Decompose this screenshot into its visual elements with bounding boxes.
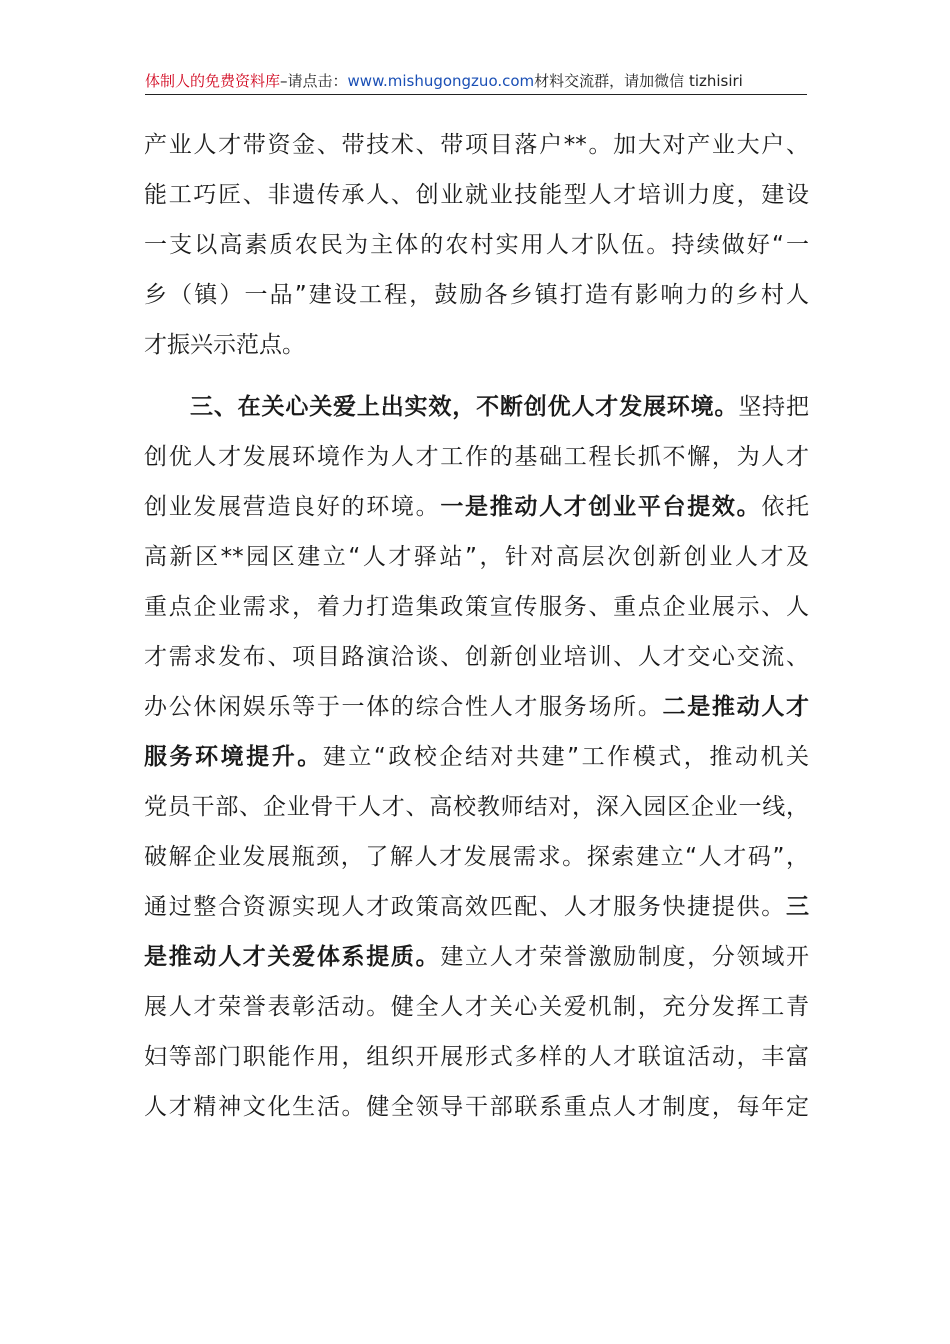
text-line: 三、在关心关爱上出实效，不断创优人才发展环境。坚持把 [190,394,809,420]
section-heading: 三、在关心关爱上出实效，不断创优人才发展环境。 [190,394,739,420]
header-note: 材料交流群，请加微信 tizhisiri [534,72,743,90]
text-line: 乡（镇）一品”建设工程，鼓励各乡镇打造有影响力的乡村人 [144,282,809,308]
page-header [145,70,807,95]
text-line: 一支以高素质农民为主体的农村实用人才队伍。持续做好“一 [144,232,809,258]
subheading-three: 三 [786,894,809,920]
text-line: 才振兴示范点。 [144,332,305,358]
text-line: 人才精神文化生活。健全领导干部联系重点人才制度，每年定 [144,1094,809,1120]
text-line: 党员干部、企业骨干人才、高校教师结对，深入园区企业一线， [144,794,809,820]
text-line: 能工巧匠、非遗传承人、创业就业技能型人才培训力度，建设 [144,182,809,208]
text-line: 才需求发布、项目路演洽谈、创新创业培训、人才交心交流、 [144,644,809,670]
subheading-one: 一是推动人才创业平台提效。 [440,494,762,520]
text-line: 创优人才发展环境作为人才工作的基础工程长抓不懈，为人才 [144,444,809,470]
text-line: 展人才荣誉表彰活动。健全人才关心关爱机制，充分发挥工青 [144,994,809,1020]
text-line: 服务环境提升。建立“政校企结对共建”工作模式，推动机关 [144,744,809,770]
paragraph-section-three [144,382,809,1132]
text-line: 产业人才带资金、带技术、带项目落户**。加大对产业大户、 [144,132,809,158]
document-body [144,120,809,1132]
text-line: 创业发展营造良好的环境。一是推动人才创业平台提效。依托 [144,494,809,520]
text-line: 通过整合资源实现人才政策高效匹配、人才服务快捷提供。三 [144,894,809,920]
text-line: 是推动人才关爱体系提质。建立人才荣誉激励制度，分领域开 [144,944,809,970]
subheading-two: 二是推动人才 [662,694,809,720]
text-line: 破解企业发展瓶颈，了解人才发展需求。探索建立“人才码”， [144,844,809,870]
text-line: 高新区**园区建立“人才驿站”，针对高层次创新创业人才及 [144,544,809,570]
text-line: 妇等部门职能作用，组织开展形式多样的人才联谊活动，丰富 [144,1044,809,1070]
header-site-name: 体制人的免费资料库 [145,72,281,90]
text-line: 重点企业需求，着力打造集政策宣传服务、重点企业展示、人 [144,594,809,620]
header-prompt: –请点击： [280,72,348,90]
text-line: 办公休闲娱乐等于一体的综合性人才服务场所。二是推动人才 [144,694,809,720]
paragraph-talent-cultivation [144,120,809,370]
header-url-link[interactable]: www.mishugongzuo.com [347,72,535,90]
